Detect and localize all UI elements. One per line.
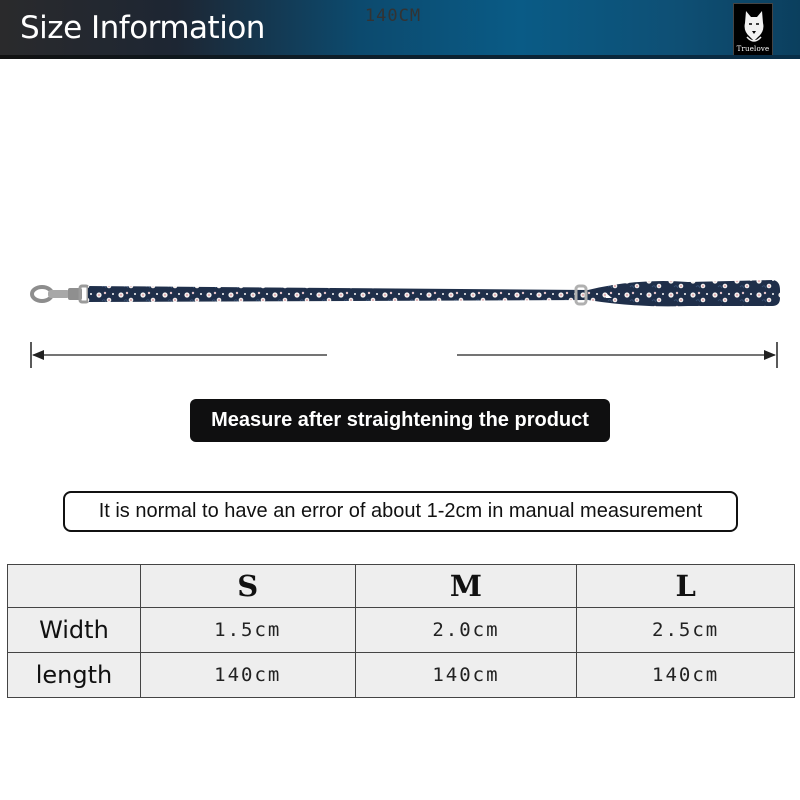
table-cell: 1.5cm	[140, 608, 355, 653]
table-cell: 140cm	[140, 653, 355, 698]
row-label-length: length	[8, 653, 141, 698]
table-header-cell-l: L	[577, 565, 795, 608]
table-cell: 2.0cm	[355, 608, 577, 653]
length-label: 140CM	[364, 6, 422, 26]
table-header-cell	[8, 565, 141, 608]
table-cell: 140cm	[355, 653, 577, 698]
row-label-width: Width	[8, 608, 141, 653]
table-header-cell-m: M	[355, 565, 577, 608]
arrow-left-icon	[32, 350, 44, 360]
size-table	[7, 564, 795, 698]
error-tip-banner: It is normal to have an error of about 1-2cm in manual measurement	[63, 491, 738, 532]
table-cell: 2.5cm	[577, 608, 795, 653]
leash-image	[28, 276, 780, 316]
table-cell: 140cm	[577, 653, 795, 698]
brand-logo	[733, 3, 773, 57]
length-dimension-line	[29, 340, 779, 370]
table-header-cell-s: S	[140, 565, 355, 608]
arrow-right-icon	[764, 350, 776, 360]
page-title: Size Information	[20, 10, 265, 46]
table-row	[8, 653, 795, 698]
table-row	[8, 608, 795, 653]
brand-logo-text: Truelove	[736, 45, 770, 53]
dog-head-icon	[738, 7, 770, 45]
table-header-row	[8, 565, 795, 608]
leash-handle	[588, 280, 780, 306]
measure-tip-banner: Measure after straightening the product	[190, 399, 610, 442]
leash-clip-hook	[32, 286, 88, 302]
